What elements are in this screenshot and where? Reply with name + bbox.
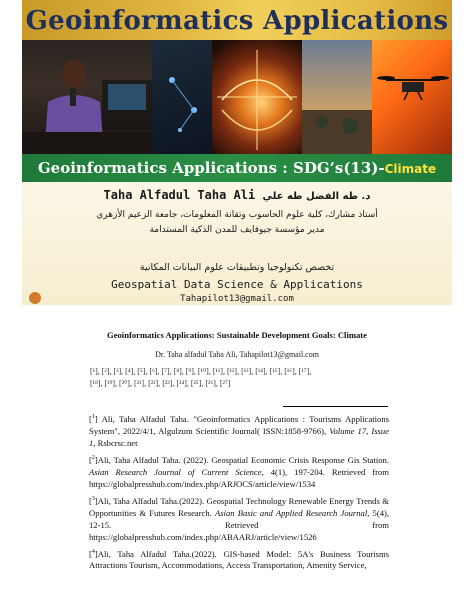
footnote-tail: Rsbcrsc.net [95, 437, 138, 448]
subtitle-text [22, 154, 452, 182]
footnote-italic: Volume 17, Issue 1, [89, 425, 389, 448]
director-arabic: مدير مؤسسة جيوفايف للمدن الذكية المستدامة [149, 225, 325, 235]
corner-circle-icon [29, 292, 41, 304]
reference-markers-row-1: [¹], [²], [³], [⁴], [⁵], [⁶], [⁷], [⁸], [⁹], [¹⁰], [¹¹], [¹²], [¹³], [¹⁴], [¹⁵], [¹⁶], [¹⁷], [90, 367, 312, 376]
footnote-number: 3 [91, 495, 95, 502]
network-photo [152, 40, 212, 154]
landscape-photo [302, 40, 372, 154]
footnote: [$^2$]Ali, Taha Alfadul Taha. (2022). Geospatial Economic Crisis Response Gis Station. Asian Research Journal of Current Science, 4(1), 197-204. Retrieved from https://globalpresshub.com/index.php/ARJOCS/article/view/1534 [89, 454, 389, 489]
footnote-tail: , 4(1), 197-204. Retrieved from https://globalpresshub.com/index.php/ARJOCS/article/view/1534 [89, 466, 389, 489]
footnote-text: ]Ali, Taha Alfadul Taha. (2022). Geospatial Economic Crisis Response Gis Station. [94, 454, 389, 465]
footnote: [$^1$] Ali, Taha Alfadul Taha. "Geoinformatics Applications : Tourisms Applications System", 2022/4/1, Algulzum Scientific Journal( ISSN:1858-9766), Volume 17, Issue 1, Rsbcrsc.net [89, 413, 389, 448]
footnote-text: ]Ali, Taha Alfadul Taha.(2022). Geospatial Technology Renewable Energy Trends & Opportunities & Futures Research. [89, 495, 389, 518]
specialty-latin: Geospatial Data Science & Applications [111, 278, 363, 291]
banner-title: Geoinformatics Applications [25, 6, 449, 36]
subtitle-main: Geoinformatics Applications : SDG’s(13)- [37, 159, 385, 177]
footnote-rule [283, 406, 388, 407]
author-name-line [22, 188, 452, 202]
affiliation-arabic: أستاذ مشارك، كلية علوم الحاسوب وتقانة المعلومات، جامعة الزعيم الأزهري [96, 210, 378, 220]
cover-page [22, 0, 452, 305]
reference-markers [90, 366, 390, 390]
author-arabic: د. طه الفضل طه علي [262, 191, 371, 202]
footnote: [$^3$]Ali, Taha Alfadul Taha.(2022). Geospatial Technology Renewable Energy Trends & Opportunities & Futures Research. Asian Basic and Applied Research Journal, 5(4), 12-15. Retrieved from https://globalpresshub.com/index.php/ABAARJ/article/view/1526 [89, 495, 389, 542]
drone-photo [372, 40, 452, 154]
footnote-text: ]Ali, Taha Alfadul Taha.(2022). GIS-based Model: 5A's Business Tourisms Attractions Tourism, Accommodations, Access Transportation, Amenity Service, [89, 548, 389, 571]
paper-author-line: Dr. Taha alfadul Taha Ali, Tahapilot13@gmail.com [155, 350, 319, 359]
footnote-italic: Asian Basic and Applied Research Journal [214, 507, 368, 518]
footnote-text: ] Ali, Taha Alfadul Taha. "Geoinformatics Applications : Tourisms Applications System", 2022/4/1, Algulzum Scientific Journal( ISSN:1858-9766), [89, 413, 389, 436]
city-lights-photo [212, 40, 302, 154]
footnote-number: 2 [91, 454, 95, 461]
reference-markers-row-2: [¹⁸], [¹⁹], [²⁰], [²¹], [²²], [²³], [²⁴], [²⁵], [²⁶], [²⁷] [90, 379, 231, 388]
footnote-tail: , 5(4), 12-15. Retrieved from https://globalpresshub.com/index.php/ABAARJ/article/view/1526 [89, 507, 389, 542]
footnote-number: 1 [91, 414, 95, 420]
specialty-arabic: تخصص تكنولوجيا وتطبيقات علوم البيانات المكانية [139, 262, 335, 273]
cover-email: Tahapilot13@gmail.com [180, 294, 294, 304]
footnote-italic: Asian Research Journal of Current Science [89, 466, 262, 477]
footnote-number: 4 [91, 548, 95, 555]
paper-title: Geoinformatics Applications: Sustainable Development Goals: Climate [107, 330, 367, 340]
subtitle-accent: Climate [384, 162, 437, 176]
author-latin: Taha Alfadul Taha Ali [103, 188, 256, 202]
footnotes [89, 411, 389, 574]
photo-strip [22, 40, 452, 154]
speaker-photo [22, 40, 152, 154]
footnote: [$^4$]Ali, Taha Alfadul Taha.(2022). GIS-based Model: 5A's Business Tourisms Attractions Tourism, Accommodations, Access Transportation, Amenity Service, [89, 548, 389, 571]
